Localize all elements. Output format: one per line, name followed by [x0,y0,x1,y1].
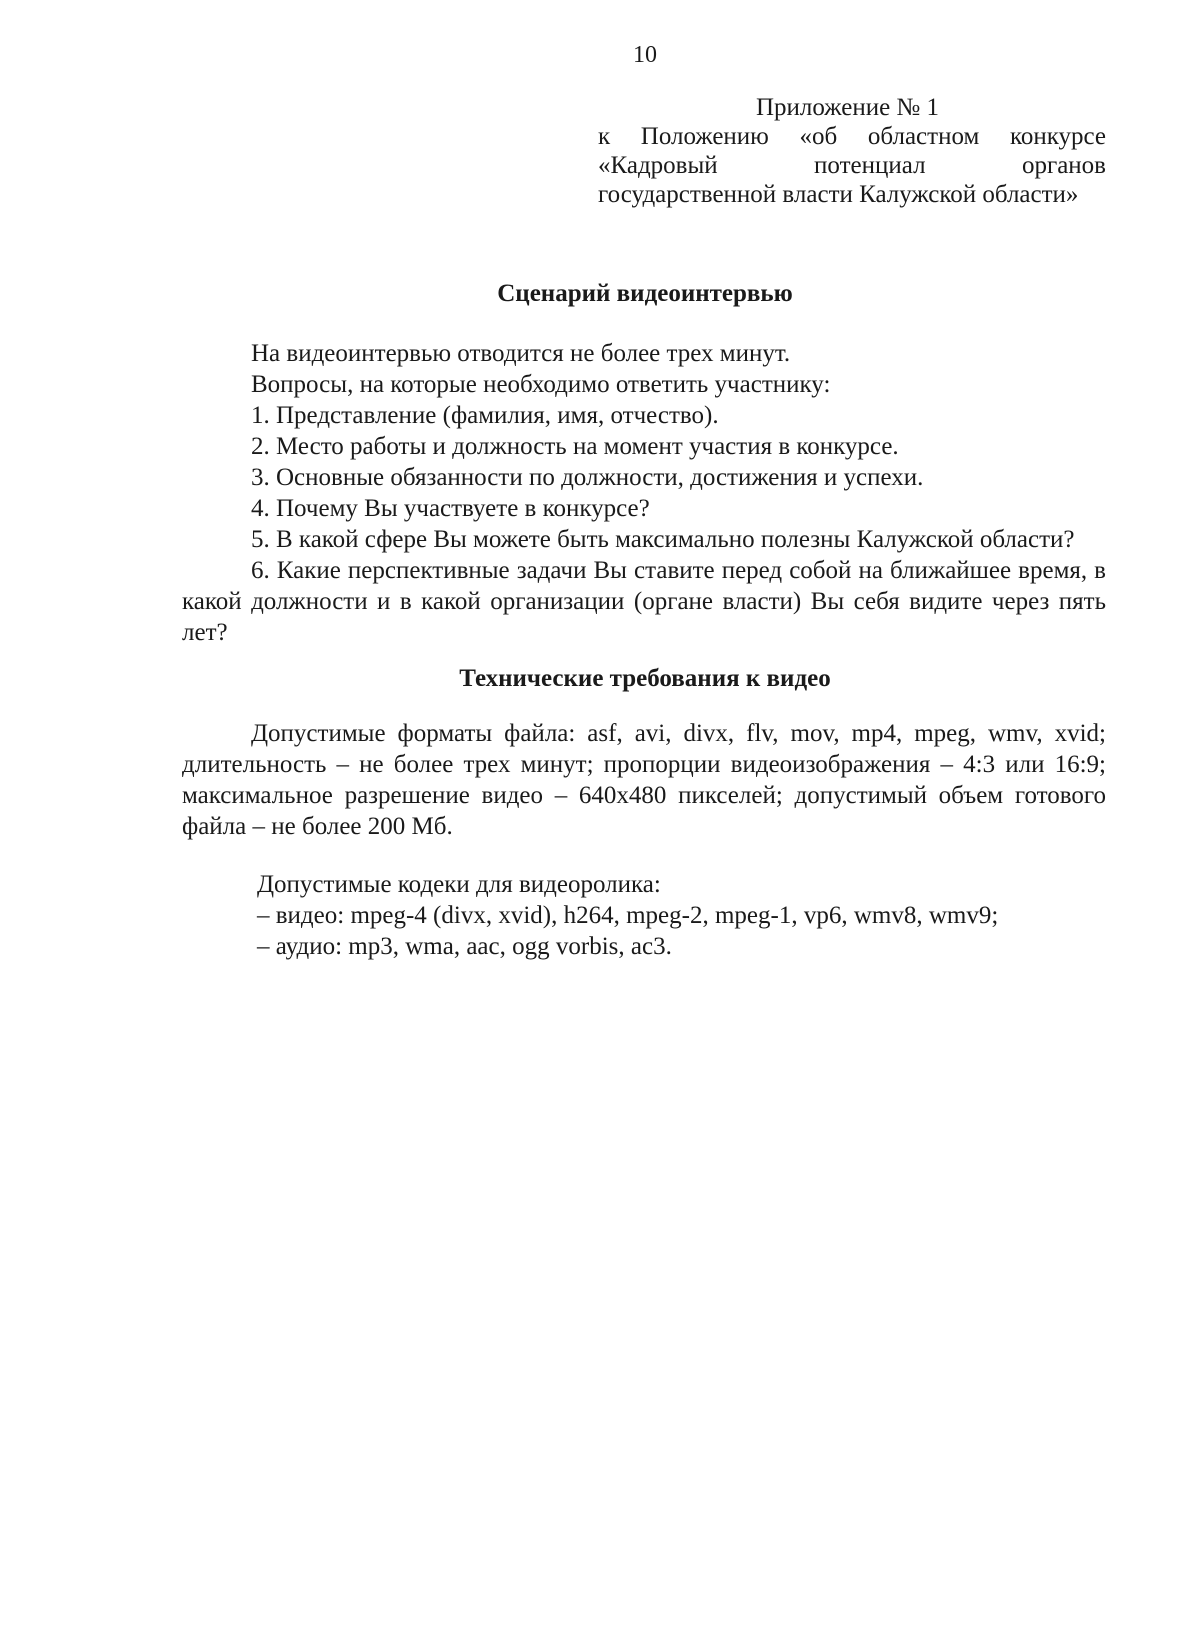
scenario-line: На видеоинтервью отводится не более трех минут. [251,340,791,367]
scenario-text [182,338,1106,648]
appendix-title: Приложение № 1 [756,94,940,121]
appendix-header [598,93,1106,209]
codecs-heading: Допустимые кодеки для видеоролика: [257,871,661,898]
tech-requirements [182,718,1106,842]
scenario-line: Вопросы, на которые необходимо ответить участнику: [251,371,831,398]
audio-codecs: – аудио: mp3, wma, aac, ogg vorbis, ac3. [257,933,672,960]
question-item: 1. Представление (фамилия, имя, отчество). [251,402,719,429]
appendix-text: к Положению «об областном конкурсе «Кадровый потенциал органов государственной власти Калужской области» [598,123,1106,208]
video-codecs: – видео: mpeg-4 (divx, xvid), h264, mpeg-2, mpeg-1, vp6, wmv8, wmv9; [257,902,999,929]
question-item: 5. В какой сфере Вы можете быть максимально полезны Калужской области? [251,526,1075,553]
section-title-tech: Технические требования к видео [459,665,831,692]
question-item: 4. Почему Вы участвуете в конкурсе? [251,495,650,522]
page-number: 10 [633,42,657,68]
section-title-scenario: Сценарий видеоинтервью [497,280,793,307]
question-item: 6. Какие перспективные задачи Вы ставите перед собой на ближайшее время, в какой должности и в какой организации (органе власти) Вы себя видите через пять лет? [182,557,1106,646]
question-item: 3. Основные обязанности по должности, достижения и успехи. [251,464,924,491]
question-item: 2. Место работы и должность на момент участия в конкурсе. [251,433,899,460]
formats-paragraph: Допустимые форматы файла: asf, avi, divx, flv, mov, mp4, mpeg, wmv, xvid; длительность – не более трех минут; пропорции видеоизображения – 4:3 или 16:9; максимальное разрешение видео – 640x480 пикселей; допустимый объем готового файла – не более 200 Мб. [182,720,1106,840]
codecs-block [182,869,1106,962]
